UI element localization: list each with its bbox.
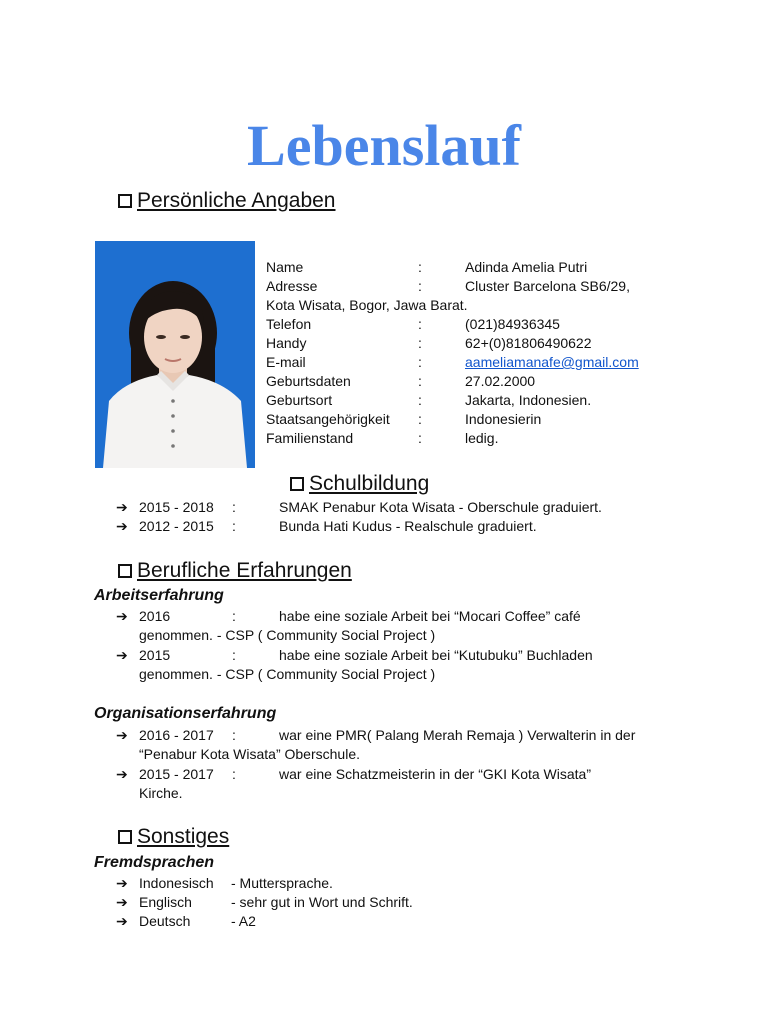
personal-field-mobile: Handy : 62+(0)81806490622: [266, 335, 592, 351]
section-heading-personal: Persönliche Angaben: [118, 188, 336, 214]
checkbox-icon: [118, 194, 132, 208]
arrow-bullet-icon: ➔: [116, 647, 128, 663]
section-heading-school: Schulbildung: [290, 471, 429, 497]
section-heading-other: Sonstiges: [118, 824, 229, 850]
work-item-cont: genommen. - CSP ( Community Social Project ): [139, 627, 436, 643]
arrow-bullet-icon: ➔: [116, 875, 128, 891]
subheading-work: Arbeitserfahrung: [94, 587, 224, 604]
personal-field-nationality: Staatsangehörigkeit : Indonesierin: [266, 411, 542, 427]
school-item: ➔ 2015 - 2018 : SMAK Penabur Kota Wisata - Oberschule graduiert.: [116, 499, 602, 515]
subheading-languages: Fremdsprachen: [94, 854, 215, 871]
personal-data-list: [266, 258, 726, 448]
org-item-cont: “Penabur Kota Wisata” Oberschule.: [139, 746, 360, 762]
arrow-bullet-icon: ➔: [116, 499, 128, 515]
personal-field-marital: Familienstand : ledig.: [266, 430, 499, 446]
language-item: ➔ Indonesisch - Muttersprache.: [116, 875, 333, 891]
subheading-organisation: Organisationserfahrung: [94, 705, 277, 722]
profile-photo: [95, 241, 255, 468]
school-item: ➔ 2012 - 2015 : Bunda Hati Kudus - Realschule graduiert.: [116, 518, 537, 534]
arrow-bullet-icon: ➔: [116, 766, 128, 782]
personal-field-email: E-mail : aameliamanafe@gmail.com: [266, 354, 639, 370]
language-item: ➔ Deutsch - A2: [116, 913, 256, 929]
personal-field-address-cont: Kota Wisata, Bogor, Jawa Barat.: [266, 297, 468, 313]
checkbox-icon: [118, 830, 132, 844]
personal-field-birthdate: Geburtsdaten : 27.02.2000: [266, 373, 536, 389]
page-title: Lebenslauf: [247, 113, 521, 178]
arrow-bullet-icon: ➔: [116, 913, 128, 929]
portrait-image: [95, 241, 255, 468]
work-item: ➔ 2015 : habe eine soziale Arbeit bei “Kutubuku” Buchladen: [116, 647, 593, 663]
arrow-bullet-icon: ➔: [116, 518, 128, 534]
work-item-cont: genommen. - CSP ( Community Social Project ): [139, 666, 436, 682]
language-item: ➔ Englisch - sehr gut in Wort und Schrift.: [116, 894, 413, 910]
org-item-cont: Kirche.: [139, 785, 183, 801]
personal-field-phone: Telefon : (021)84936345: [266, 316, 560, 332]
arrow-bullet-icon: ➔: [116, 894, 128, 910]
arrow-bullet-icon: ➔: [116, 608, 128, 624]
checkbox-icon: [290, 477, 304, 491]
section-heading-career: Berufliche Erfahrungen: [118, 558, 352, 584]
org-item: ➔ 2016 - 2017 : war eine PMR( Palang Merah Remaja ) Verwalterin in der: [116, 727, 636, 743]
checkbox-icon: [118, 564, 132, 578]
org-item: ➔ 2015 - 2017 : war eine Schatzmeisterin in der “GKI Kota Wisata”: [116, 766, 592, 782]
personal-field-address: Adresse : Cluster Barcelona SB6/29,: [266, 278, 630, 294]
arrow-bullet-icon: ➔: [116, 727, 128, 743]
personal-field-name: Name : Adinda Amelia Putri: [266, 259, 588, 275]
work-item: ➔ 2016 : habe eine soziale Arbeit bei “Mocari Coffee” café: [116, 608, 581, 624]
email-link[interactable]: aameliamanafe@gmail.com: [465, 354, 639, 370]
personal-field-birthplace: Geburtsort : Jakarta, Indonesien.: [266, 392, 592, 408]
